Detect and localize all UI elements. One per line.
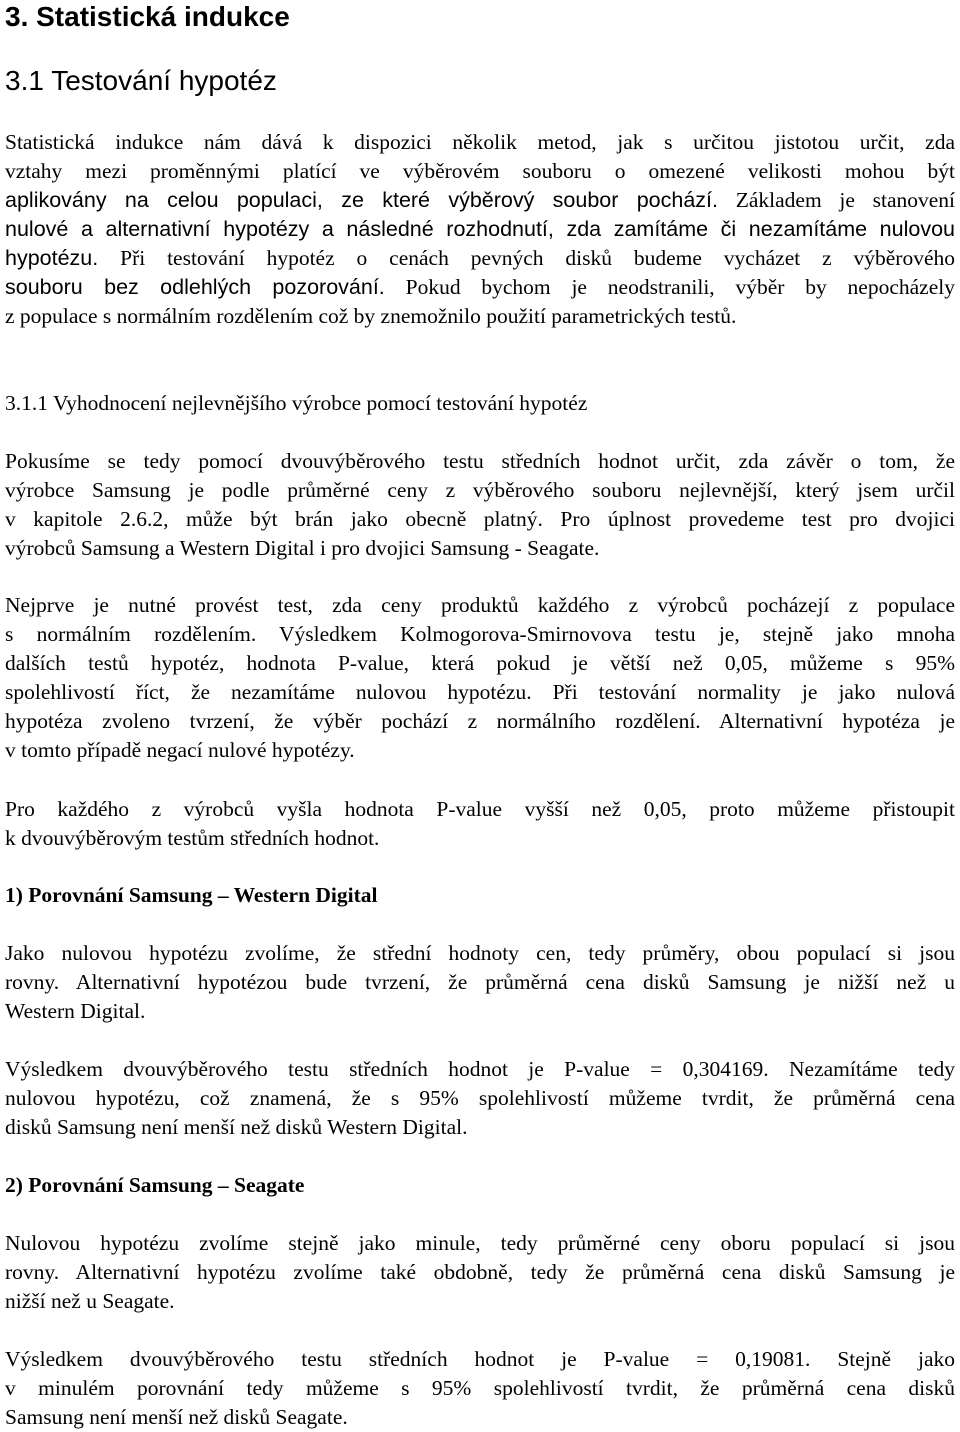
paragraph-1-line-4: nulové a alternativní hypotézy a následné rozhodnutí, zda zamítáme či nezamítáme nulovou [5, 217, 955, 241]
paragraph-3-line-4: spolehlivostí říct, že nezamítáme nulovou hypotézu. Při testování normality je jako nulová [5, 680, 955, 704]
paragraph-2-line-2: výrobce Samsung je podle průměrné ceny z výběrového souboru nejlevnější, který jsem určil [5, 478, 955, 502]
paragraph-2-line-1: Pokusíme se tedy pomocí dvouvýběrového testu středních hodnot určit, zda závěr o tom, že [5, 449, 955, 473]
paragraph-1-line-2: vztahy mezi proměnnými platící ve výběrovém souboru o omezené velikosti mohou být [5, 159, 955, 183]
paragraph-1-line-3 [5, 186, 955, 215]
paragraph-7-line-1: Nulovou hypotézu zvolíme stejně jako minule, tedy průměrné ceny oboru populací si jsou [5, 1231, 955, 1255]
paragraph-6-line-2: nulovou hypotézu, což znamená, že s 95% spolehlivostí můžeme tvrdit, že průměrná cena [5, 1086, 955, 1110]
paragraph-5-line-3: Western Digital. [5, 999, 146, 1023]
paragraph-1-line-3-sans: aplikovány na celou populaci, ze které výběrový soubor pochází. [5, 188, 718, 212]
paragraph-1-line-5-serif: Při testování hypotéz o cenách pevných disků budeme vycházet z výběrového [98, 246, 955, 270]
paragraph-1-line-6 [5, 273, 955, 302]
paragraph-2-line-4: výrobců Samsung a Western Digital i pro dvojici Samsung - Seagate. [5, 536, 600, 560]
comparison-2-heading: 2) Porovnání Samsung – Seagate [5, 1173, 305, 1197]
paragraph-8-line-3: Samsung není menší než disků Seagate. [5, 1405, 348, 1429]
paragraph-1-line-6-sans: souboru bez odlehlých pozorování. [5, 275, 385, 299]
paragraph-3-line-2: s normálním rozdělením. Výsledkem Kolmogorova-Smirnovova testu je, stejně jako mnoha [5, 622, 955, 646]
paragraph-5-line-1: Jako nulovou hypotézu zvolíme, že střední hodnoty cen, tedy průměry, obou populací si jsou [5, 941, 955, 965]
paragraph-1-line-1: Statistická indukce nám dává k dispozici několik metod, jak s určitou jistotou určit, zda [5, 130, 955, 154]
paragraph-8-line-2: v minulém porovnání tedy můžeme s 95% spolehlivostí tvrdit, že průměrná cena disků [5, 1376, 955, 1400]
paragraph-7-line-2: rovny. Alternativní hypotézu zvolíme také obdobně, tedy že průměrná cena disků Samsung je [5, 1260, 955, 1284]
comparison-1-heading: 1) Porovnání Samsung – Western Digital [5, 883, 378, 907]
paragraph-3-line-1: Nejprve je nutné provést test, zda ceny produktů každého z výrobců pocházejí z populace [5, 593, 955, 617]
paragraph-6-line-3: disků Samsung není menší než disků Western Digital. [5, 1115, 468, 1139]
paragraph-1-line-3-serif: Základem je stanovení [718, 188, 956, 212]
paragraph-3-line-3: dalších testů hypotéz, hodnota P-value, která pokud je větší než 0,05, můžeme s 95% [5, 651, 955, 675]
paragraph-8-line-1: Výsledkem dvouvýběrového testu středních hodnot je P-value = 0,19081. Stejně jako [5, 1347, 955, 1371]
section-heading: 3.1 Testování hypotéz [5, 65, 277, 96]
paragraph-5-line-2: rovny. Alternativní hypotézou bude tvrzení, že průměrná cena disků Samsung je nižší než u [5, 970, 955, 994]
paragraph-4-line-2: k dvouvýběrovým testům středních hodnot. [5, 826, 380, 850]
paragraph-1-line-6-serif: Pokud bychom je neodstranili, výběr by nepocházely [384, 275, 955, 299]
paragraph-1-line-5-sans: hypotézu. [5, 246, 99, 270]
paragraph-2-line-3: v kapitole 2.6.2, může být brán jako obecně platný. Pro úplnost provedeme test pro dvojici [5, 507, 955, 531]
paragraph-3-line-5: hypotéza zvoleno tvrzení, že výběr pochází z normálního rozdělení. Alternativní hypotéza je [5, 709, 955, 733]
subsection-heading: 3.1.1 Vyhodnocení nejlevnějšího výrobce pomocí testování hypotéz [5, 391, 588, 415]
paragraph-7-line-3: nižší než u Seagate. [5, 1289, 175, 1313]
chapter-heading: 3. Statistická indukce [5, 1, 290, 32]
paragraph-6-line-1: Výsledkem dvouvýběrového testu středních hodnot je P-value = 0,304169. Nezamítáme tedy [5, 1057, 955, 1081]
paragraph-3-line-6: v tomto případě negací nulové hypotézy. [5, 738, 355, 762]
paragraph-4-line-1: Pro každého z výrobců vyšla hodnota P-value vyšší než 0,05, proto můžeme přistoupit [5, 797, 955, 821]
paragraph-1-line-7: z populace s normálním rozdělením což by znemožnilo použití parametrických testů. [5, 304, 737, 328]
paragraph-1-line-5 [5, 244, 955, 273]
